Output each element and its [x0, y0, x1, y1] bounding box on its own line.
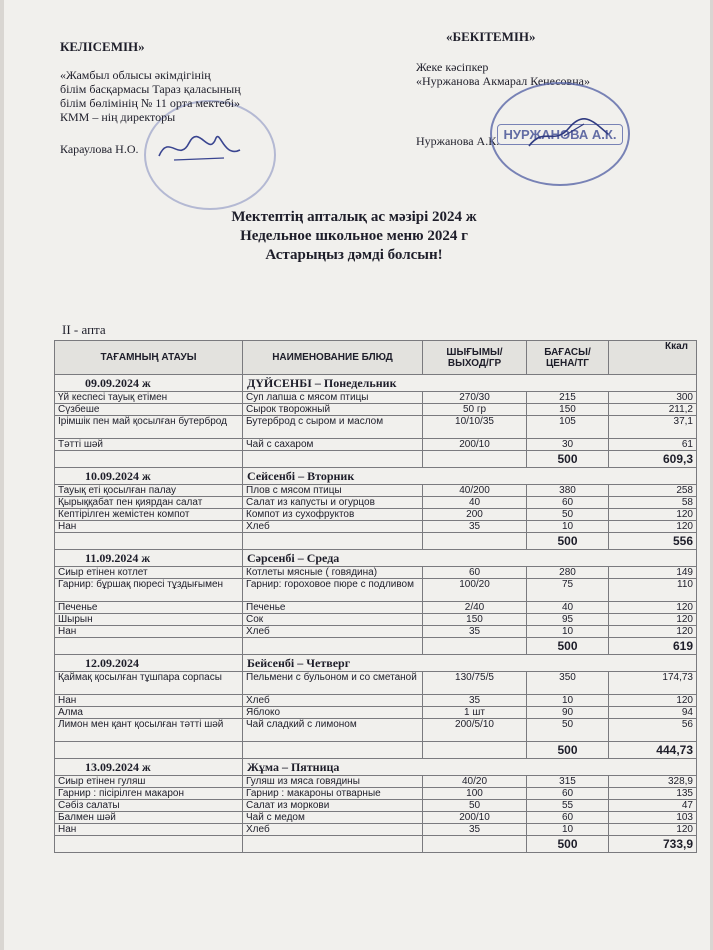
approval-left — [60, 40, 241, 156]
day-row — [55, 550, 697, 567]
dish-kcal: 328,9 — [609, 776, 697, 788]
dish-name-ru: Яблоко — [243, 707, 423, 719]
dish-name-kz: Қаймақ қосылған тұшпара сорпасы — [55, 672, 243, 695]
dish-name-ru: Бутерброд с сыром и маслом — [243, 416, 423, 439]
dish-name-kz: Алма — [55, 707, 243, 719]
dish-row — [55, 497, 697, 509]
dish-output: 150 — [423, 614, 527, 626]
dish-name-kz: Балмен шәй — [55, 812, 243, 824]
dish-price: 10 — [527, 695, 609, 707]
dish-row — [55, 392, 697, 404]
dish-name-ru: Плов с мясом птицы — [243, 485, 423, 497]
dish-name-kz: Нан — [55, 626, 243, 638]
title-ru: Недельное школьное меню 2024 г — [240, 228, 468, 244]
right-line-1: Жеке кәсіпкер — [416, 60, 489, 74]
day-row — [55, 375, 697, 392]
agreed-title: КЕЛІСЕМІН» — [60, 39, 145, 54]
total-empty — [243, 742, 423, 759]
table-header-row — [55, 341, 697, 375]
document-page — [4, 0, 710, 950]
left-line-1: «Жамбыл облысы әкімдігінің — [60, 68, 211, 82]
dish-output: 35 — [423, 695, 527, 707]
total-kcal: 733,9 — [609, 836, 697, 853]
day-total-row — [55, 638, 697, 655]
dish-name-ru: Печенье — [243, 602, 423, 614]
dish-name-ru: Гарнир: гороховое пюре с подливом — [243, 579, 423, 602]
dish-name-kz: Үй кеспесі тауық етімен — [55, 392, 243, 404]
total-kcal: 556 — [609, 533, 697, 550]
dish-price: 350 — [527, 672, 609, 695]
dish-name-ru: Салат из моркови — [243, 800, 423, 812]
dish-price: 50 — [527, 509, 609, 521]
day-date: 09.09.2024 ж — [55, 375, 243, 392]
dish-row — [55, 602, 697, 614]
dish-row — [55, 521, 697, 533]
dish-output: 130/75/5 — [423, 672, 527, 695]
total-kcal: 609,3 — [609, 451, 697, 468]
dish-output: 2/40 — [423, 602, 527, 614]
dish-row — [55, 812, 697, 824]
dish-price: 75 — [527, 579, 609, 602]
day-date: 12.09.2024 — [55, 655, 243, 672]
dish-name-ru: Хлеб — [243, 824, 423, 836]
dish-kcal: 94 — [609, 707, 697, 719]
dish-row — [55, 567, 697, 579]
dish-kcal: 135 — [609, 788, 697, 800]
dish-kcal: 211,2 — [609, 404, 697, 416]
dish-row — [55, 614, 697, 626]
dish-output: 35 — [423, 626, 527, 638]
left-line-4: КММ – нің директоры — [60, 110, 176, 124]
dish-output: 200 — [423, 509, 527, 521]
dish-name-kz: Сиыр етінен котлет — [55, 567, 243, 579]
dish-price: 90 — [527, 707, 609, 719]
dish-kcal: 110 — [609, 579, 697, 602]
approved-title: «БЕКІТЕМІН» — [446, 29, 536, 44]
dish-name-ru: Компот из сухофруктов — [243, 509, 423, 521]
dish-price: 215 — [527, 392, 609, 404]
dish-kcal: 120 — [609, 614, 697, 626]
dish-row — [55, 776, 697, 788]
total-price: 500 — [527, 533, 609, 550]
day-name: Бейсенбі – Четверг — [243, 655, 697, 672]
dish-price: 10 — [527, 626, 609, 638]
dish-price: 315 — [527, 776, 609, 788]
col-dish-ru: НАИМЕНОВАНИЕ БЛЮД — [243, 341, 423, 375]
dish-output: 40/20 — [423, 776, 527, 788]
dish-price: 40 — [527, 602, 609, 614]
menu-title — [184, 208, 524, 265]
day-total-row — [55, 836, 697, 853]
day-date: 11.09.2024 ж — [55, 550, 243, 567]
dish-kcal: 120 — [609, 824, 697, 836]
title-wish: Астарыңыз дәмді болсын! — [265, 247, 443, 263]
dish-name-kz: Нан — [55, 521, 243, 533]
day-row — [55, 468, 697, 485]
entrepreneur-signature — [524, 116, 614, 156]
total-empty — [423, 451, 527, 468]
dish-output: 200/5/10 — [423, 719, 527, 742]
dish-kcal: 149 — [609, 567, 697, 579]
total-price: 500 — [527, 638, 609, 655]
total-empty — [55, 742, 243, 759]
day-date: 13.09.2024 ж — [55, 759, 243, 776]
left-signer: Караулова Н.О. — [60, 142, 139, 156]
dish-name-kz: Ірімшік пен май қосылған бутерброд — [55, 416, 243, 439]
dish-output: 50 гр — [423, 404, 527, 416]
total-price: 500 — [527, 742, 609, 759]
total-empty — [423, 742, 527, 759]
day-name: ДҮЙСЕНБІ – Понедельник — [243, 375, 697, 392]
left-line-3: білім бөлімінің № 11 орта мектебі» — [60, 96, 241, 110]
day-date: 10.09.2024 ж — [55, 468, 243, 485]
day-name: Сейсенбі – Вторник — [243, 468, 697, 485]
dish-name-kz: Тәтті шәй — [55, 439, 243, 451]
dish-kcal: 120 — [609, 521, 697, 533]
total-price: 500 — [527, 836, 609, 853]
dish-name-kz: Тауық еті қосылған палау — [55, 485, 243, 497]
dish-name-kz: Нан — [55, 824, 243, 836]
total-empty — [423, 836, 527, 853]
dish-output: 200/10 — [423, 439, 527, 451]
right-line-2: «Нуржанова Акмарал Кенесовна» — [416, 74, 590, 88]
dish-price: 380 — [527, 485, 609, 497]
total-empty — [423, 533, 527, 550]
dish-row — [55, 509, 697, 521]
dish-row — [55, 695, 697, 707]
week-label: II - апта — [62, 322, 106, 337]
total-empty — [55, 533, 243, 550]
dish-kcal: 120 — [609, 695, 697, 707]
dish-price: 280 — [527, 567, 609, 579]
dish-name-ru: Сырок творожный — [243, 404, 423, 416]
dish-output: 10/10/35 — [423, 416, 527, 439]
dish-output: 100 — [423, 788, 527, 800]
dish-name-kz: Қырыққабат пен қиярдан салат — [55, 497, 243, 509]
dish-row — [55, 404, 697, 416]
left-line-2: білім басқармасы Тараз қаласының — [60, 82, 241, 96]
dish-kcal: 120 — [609, 626, 697, 638]
day-row — [55, 759, 697, 776]
dish-kcal: 103 — [609, 812, 697, 824]
total-empty — [243, 451, 423, 468]
dish-name-ru: Чай с медом — [243, 812, 423, 824]
dish-price: 10 — [527, 521, 609, 533]
dish-price: 60 — [527, 497, 609, 509]
dish-output: 100/20 — [423, 579, 527, 602]
menu-table — [54, 340, 697, 853]
dish-name-kz: Сиыр етінен гуляш — [55, 776, 243, 788]
dish-row — [55, 416, 697, 439]
stamp-text: НУРЖАНОВА А.К. — [497, 124, 624, 145]
total-kcal: 619 — [609, 638, 697, 655]
total-kcal: 444,73 — [609, 742, 697, 759]
dish-name-kz: Шырын — [55, 614, 243, 626]
dish-output: 60 — [423, 567, 527, 579]
dish-output: 270/30 — [423, 392, 527, 404]
dish-price: 55 — [527, 800, 609, 812]
dish-name-ru: Гуляш из мяса говядины — [243, 776, 423, 788]
dish-name-ru: Салат из капусты и огурцов — [243, 497, 423, 509]
dish-name-kz: Сәбіз салаты — [55, 800, 243, 812]
col-kcal: Ккал — [609, 341, 697, 375]
total-empty — [423, 638, 527, 655]
day-name: Сәрсенбі – Среда — [243, 550, 697, 567]
total-empty — [55, 836, 243, 853]
total-empty — [55, 451, 243, 468]
dish-name-ru: Пельмени с бульоном и со сметаной — [243, 672, 423, 695]
right-signer: Нуржанова А.К. — [416, 134, 500, 148]
dish-name-ru: Суп лапша с мясом птицы — [243, 392, 423, 404]
dish-output: 1 шт — [423, 707, 527, 719]
day-name: Жұма – Пятница — [243, 759, 697, 776]
total-empty — [243, 836, 423, 853]
dish-kcal: 300 — [609, 392, 697, 404]
dish-name-ru: Хлеб — [243, 521, 423, 533]
day-total-row — [55, 533, 697, 550]
dish-name-ru: Чай сладкий с лимоном — [243, 719, 423, 742]
dish-kcal: 61 — [609, 439, 697, 451]
title-kz: Мектептің апталық ас мәзірі 2024 ж — [231, 209, 477, 225]
dish-kcal: 56 — [609, 719, 697, 742]
dish-row — [55, 719, 697, 742]
dish-kcal: 258 — [609, 485, 697, 497]
dish-price: 95 — [527, 614, 609, 626]
dish-name-kz: Нан — [55, 695, 243, 707]
menu-body — [55, 375, 697, 853]
dish-name-ru: Чай с сахаром — [243, 439, 423, 451]
dish-price: 150 — [527, 404, 609, 416]
col-price: БАҒАСЫ/ ЦЕНА/ТГ — [527, 341, 609, 375]
dish-price: 50 — [527, 719, 609, 742]
dish-name-kz: Кептірілген жемістен компот — [55, 509, 243, 521]
dish-price: 30 — [527, 439, 609, 451]
dish-name-kz: Гарнир: бұршақ пюресі тұздығымен — [55, 579, 243, 602]
dish-row — [55, 707, 697, 719]
dish-name-kz: Гарнир : пісірілген макарон — [55, 788, 243, 800]
col-output: ШЫҒЫМЫ/ ВЫХОД/ГР — [423, 341, 527, 375]
dish-kcal: 37,1 — [609, 416, 697, 439]
dish-kcal: 174,73 — [609, 672, 697, 695]
dish-price: 60 — [527, 812, 609, 824]
total-empty — [55, 638, 243, 655]
dish-name-ru: Котлеты мясные ( говядина) — [243, 567, 423, 579]
dish-row — [55, 788, 697, 800]
dish-price: 105 — [527, 416, 609, 439]
dish-kcal: 47 — [609, 800, 697, 812]
col-dish-kz: ТАҒАМНЫҢ АТАУЫ — [55, 341, 243, 375]
dish-name-ru: Хлеб — [243, 626, 423, 638]
dish-output: 35 — [423, 521, 527, 533]
dish-kcal: 120 — [609, 602, 697, 614]
dish-output: 200/10 — [423, 812, 527, 824]
dish-row — [55, 800, 697, 812]
dish-output: 50 — [423, 800, 527, 812]
dish-name-kz: Сүзбеше — [55, 404, 243, 416]
dish-row — [55, 824, 697, 836]
dish-row — [55, 439, 697, 451]
day-total-row — [55, 451, 697, 468]
dish-row — [55, 579, 697, 602]
total-price: 500 — [527, 451, 609, 468]
dish-output: 40/200 — [423, 485, 527, 497]
total-empty — [243, 638, 423, 655]
day-row — [55, 655, 697, 672]
dish-kcal: 58 — [609, 497, 697, 509]
dish-row — [55, 672, 697, 695]
dish-row — [55, 626, 697, 638]
dish-name-ru: Хлеб — [243, 695, 423, 707]
dish-name-kz: Лимон мен қант қосылған тәтті шәй — [55, 719, 243, 742]
dish-name-ru: Сок — [243, 614, 423, 626]
dish-price: 60 — [527, 788, 609, 800]
day-total-row — [55, 742, 697, 759]
dish-kcal: 120 — [609, 509, 697, 521]
dish-row — [55, 485, 697, 497]
dish-output: 40 — [423, 497, 527, 509]
dish-name-kz: Печенье — [55, 602, 243, 614]
dish-name-ru: Гарнир : макароны отварные — [243, 788, 423, 800]
dish-price: 10 — [527, 824, 609, 836]
dish-output: 35 — [423, 824, 527, 836]
total-empty — [243, 533, 423, 550]
